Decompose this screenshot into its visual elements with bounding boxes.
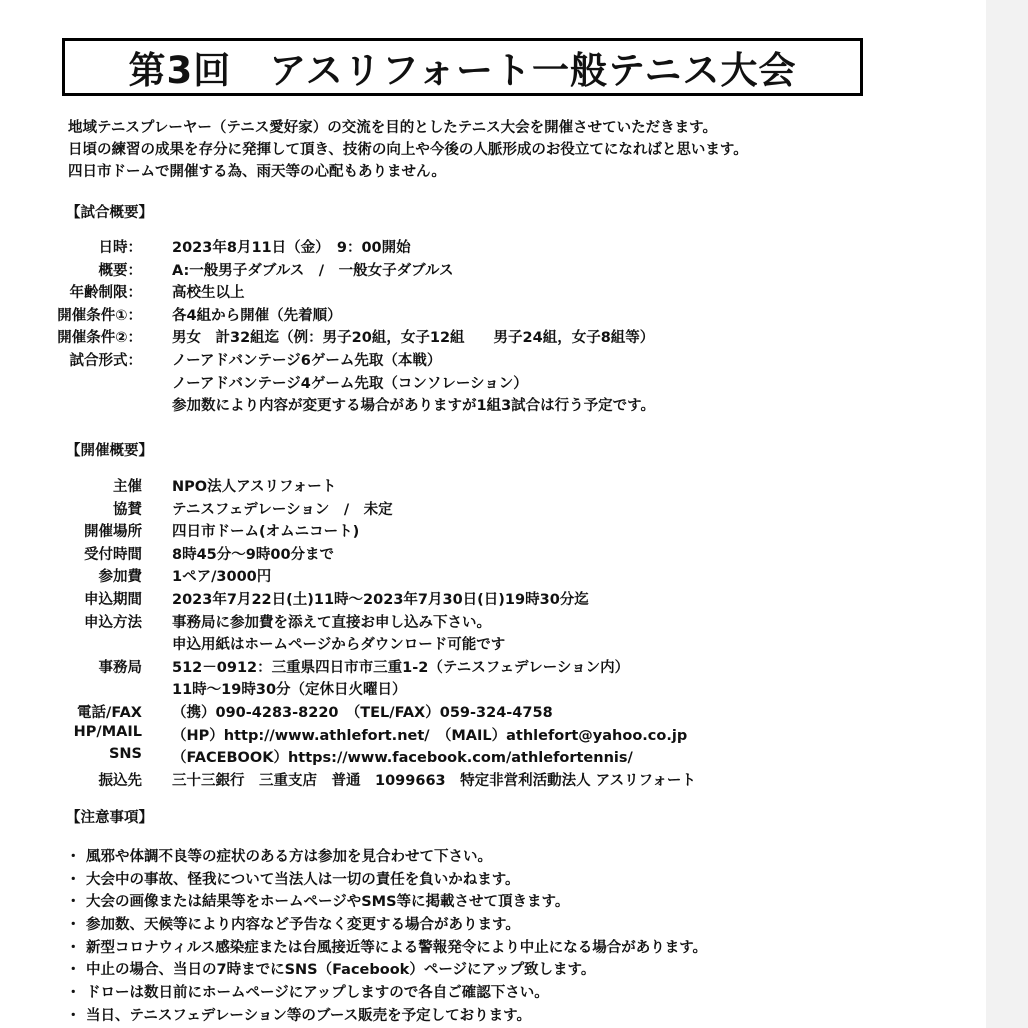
info-row-label: 参加費 <box>98 569 142 586</box>
note-text: 中止の場合、当日の7時までにSNS（Facebook）ページにアップ致します。 <box>86 962 596 979</box>
info-row <box>0 543 986 566</box>
notes-list <box>66 845 966 1027</box>
info-row-value: 各4組から開催（先着順） <box>172 307 342 324</box>
bullet-glyph: ・ <box>66 894 81 911</box>
info-row-value: （携）090-4283-8220 （TEL/FAX）059-324-4758 <box>172 704 553 721</box>
info-row <box>0 520 986 543</box>
info-row <box>0 475 986 498</box>
info-row-label: SNS <box>108 746 142 763</box>
title-box <box>62 38 863 96</box>
info-row-label: 主催 <box>113 479 142 495</box>
info-row-label: 振込先 <box>98 772 142 789</box>
info-row <box>0 724 986 747</box>
note-item <box>66 913 966 936</box>
info-row <box>0 588 986 611</box>
bullet-glyph: ・ <box>66 962 81 979</box>
intro-line: 四日市ドームで開催する為、雨天等の心配もありません。 <box>68 164 446 180</box>
info-row-value: 申込用紙はホームページからダウンロード可能です <box>172 637 506 654</box>
event-overview-list <box>0 475 986 791</box>
info-row-value: 512－0912：三重県四日市市三重1-2（テニスフェデレーション内） <box>172 659 630 676</box>
info-row <box>0 498 986 521</box>
info-row-value: 1ペア/3000円 <box>172 569 272 586</box>
info-row-label: 申込期間 <box>84 591 142 608</box>
info-row <box>0 349 986 372</box>
info-row-label: 事務局 <box>98 659 142 676</box>
viewer-gutter <box>986 0 1028 1028</box>
info-row <box>0 565 986 588</box>
info-row <box>0 236 986 259</box>
info-row-label: HP/MAIL <box>73 723 142 740</box>
page-title: 第3回 アスリフォート一般テニス大会 <box>128 49 797 92</box>
info-row-value: ノーアドバンテージ6ゲーム先取（本戦） <box>172 352 442 369</box>
note-item <box>66 868 966 891</box>
info-row-label: 開催条件②： <box>57 330 142 347</box>
notes-heading: 【注意事項】 <box>66 810 153 826</box>
info-row <box>0 259 986 282</box>
note-text: 当日、テニスフェデレーション等のブース販売を予定しております。 <box>86 1007 532 1024</box>
info-row <box>0 656 986 679</box>
note-text: 大会の画像または結果等をホームページやSMS等に掲載させて頂きます。 <box>86 894 570 911</box>
info-row-label: 開催場所 <box>84 524 142 541</box>
info-row <box>0 326 986 349</box>
note-text: 風邪や体調不良等の症状のある方は参加を見合わせて下さい。 <box>86 849 492 865</box>
note-item <box>66 890 966 913</box>
info-row <box>0 769 986 792</box>
info-row-label: 電話/FAX <box>77 704 142 721</box>
info-row-label: 概要： <box>98 262 142 279</box>
match-overview-list <box>0 236 986 417</box>
event-overview-heading: 【開催概要】 <box>66 443 153 459</box>
bullet-glyph: ・ <box>66 985 81 1002</box>
bullet-glyph: ・ <box>66 1007 81 1024</box>
info-row <box>0 611 986 634</box>
info-row-label: 開催条件①： <box>57 307 142 324</box>
note-item <box>66 1004 966 1027</box>
info-row <box>0 394 986 417</box>
bullet-glyph: ・ <box>66 939 81 956</box>
bullet-glyph: ・ <box>66 871 81 888</box>
info-row-value: 11時～19時30分（定休日火曜日） <box>172 682 407 699</box>
info-row <box>0 678 986 701</box>
info-row-value: ノーアドバンテージ4ゲーム先取（コンソレーション） <box>172 375 528 392</box>
note-text: 新型コロナウィルス感染症または台風接近等による警報発令により中止になる場合があります。 <box>86 939 708 956</box>
info-row <box>0 633 986 656</box>
info-row-value: 四日市ドーム(オムニコート) <box>172 524 360 541</box>
info-row-value: テニスフェデレーション / 未定 <box>172 501 393 518</box>
info-row-value: 2023年7月22日(土)11時～2023年7月30日(日)19時30分迄 <box>172 591 589 608</box>
intro-paragraph <box>68 117 968 183</box>
note-item <box>66 845 966 868</box>
intro-line: 地域テニスプレーヤー（テニス愛好家）の交流を目的としたテニス大会を開催させていただきます。 <box>68 120 718 136</box>
info-row-value: 2023年8月11日（金） 9：00開始 <box>172 240 411 256</box>
info-row <box>0 372 986 395</box>
match-overview-heading: 【試合概要】 <box>66 205 153 221</box>
info-row-value: A:一般男子ダブルス / 一般女子ダブルス <box>172 262 454 279</box>
info-row-label: 申込方法 <box>84 614 142 631</box>
bullet-glyph: ・ <box>66 849 81 865</box>
bullet-glyph: ・ <box>66 917 81 934</box>
info-row-value: （FACEBOOK）https://www.facebook.com/athlefortennis/ <box>172 750 633 767</box>
note-text: ドローは数日前にホームページにアップしますので各自ご確認下さい。 <box>86 985 549 1002</box>
info-row-value: （HP）http://www.athlefort.net/ （MAIL）athlefort@yahoo.co.jp <box>172 727 688 744</box>
info-row-value: 三十三銀行 三重支店 普通 1099663 特定非営利活動法人 アスリフォート <box>172 772 696 789</box>
info-row-label: 協賛 <box>113 501 142 518</box>
note-item <box>66 958 966 981</box>
info-row-value: NPO法人アスリフォート <box>172 479 337 495</box>
info-row <box>0 746 986 769</box>
note-item <box>66 981 966 1004</box>
info-row-label: 受付時間 <box>84 546 142 563</box>
info-row-value: 8時45分～9時00分まで <box>172 546 335 563</box>
note-text: 大会中の事故、怪我について当法人は一切の責任を負いかねます。 <box>86 871 520 888</box>
info-row <box>0 304 986 327</box>
note-item <box>66 936 966 959</box>
info-row <box>0 701 986 724</box>
info-row-value: 参加数により内容が変更する場合がありますが1組3試合は行う予定です。 <box>172 398 656 415</box>
info-row-value: 事務局に参加費を添えて直接お申し込み下さい。 <box>172 614 491 631</box>
info-row-label: 日時： <box>98 240 142 256</box>
intro-line: 日頃の練習の成果を存分に発揮して頂き、技術の向上や今後の人脈形成のお役立てになればと思います。 <box>68 142 748 158</box>
info-row-label: 試合形式： <box>69 352 142 369</box>
note-text: 参加数、天候等により内容など予告なく変更する場合があります。 <box>86 917 520 934</box>
info-row-label: 年齢制限： <box>69 285 142 302</box>
info-row-value: 高校生以上 <box>172 285 245 302</box>
info-row-value: 男女 計32組迄（例：男子20組，女子12組 男子24組，女子8組等） <box>172 330 655 347</box>
info-row <box>0 281 986 304</box>
